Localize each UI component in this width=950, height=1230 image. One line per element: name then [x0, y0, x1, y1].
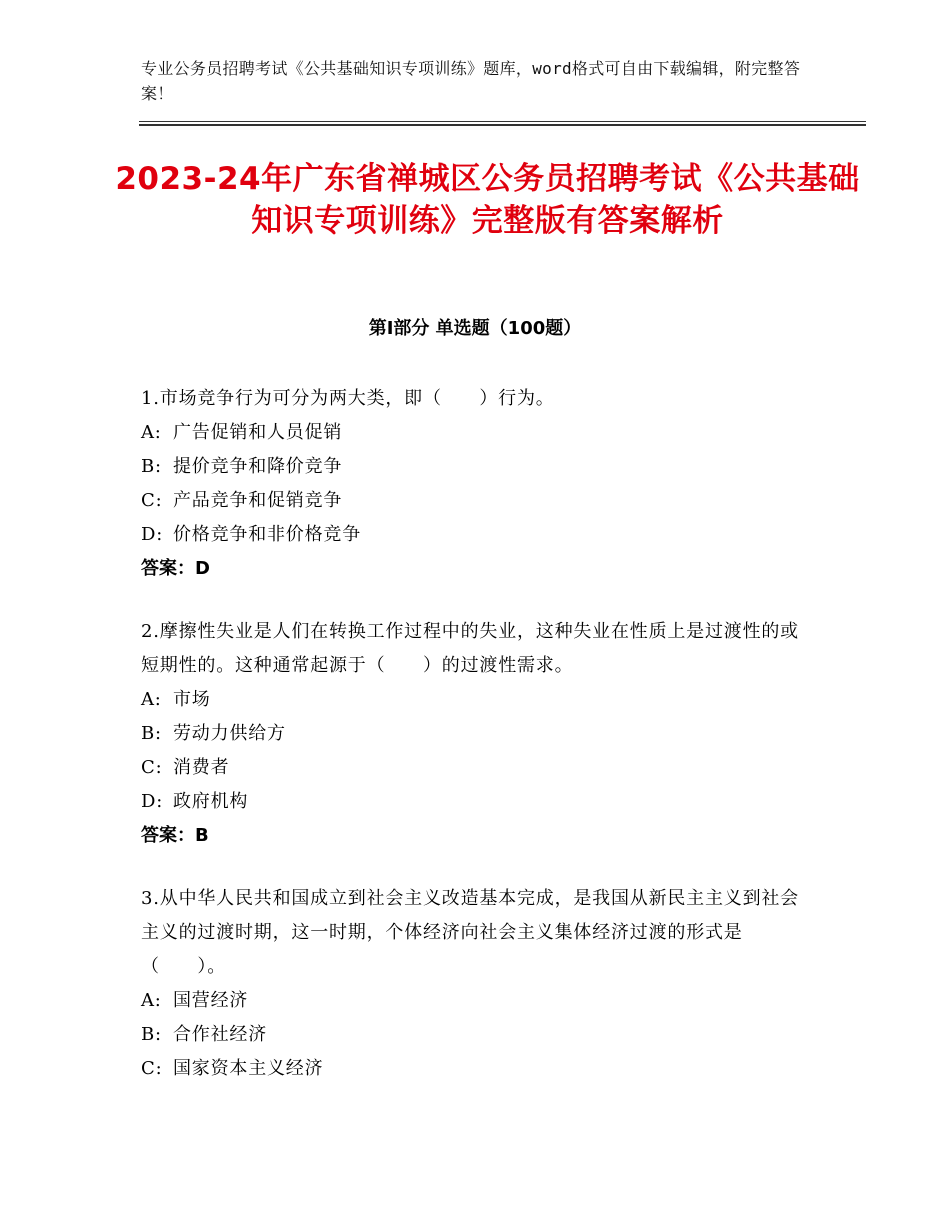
option-text: 提价竞争和降价竞争	[173, 456, 343, 477]
option-a	[141, 984, 801, 1018]
option-c	[141, 484, 801, 518]
option-key: A:	[141, 689, 162, 710]
option-key: A:	[141, 990, 162, 1011]
answer-value: B	[195, 825, 209, 846]
option-text: 产品竞争和促销竞争	[173, 490, 343, 511]
section-heading: 第Ⅰ部分 单选题（100题）	[368, 318, 582, 339]
question-stem: 2.摩擦性失业是人们在转换工作过程中的失业，这种失业在性质上是过渡性的或短期性的。这种通常起源于（ ）的过渡性需求。	[141, 621, 799, 676]
question-1	[141, 382, 801, 586]
question-list	[141, 382, 801, 1115]
option-key: C:	[141, 757, 163, 778]
option-key: D:	[141, 524, 164, 545]
answer-value: D	[195, 558, 210, 579]
option-text: 广告促销和人员促销	[173, 422, 343, 443]
option-b	[141, 1018, 801, 1052]
option-text: 政府机构	[173, 791, 249, 812]
option-c	[141, 1052, 801, 1086]
option-text: 消费者	[173, 757, 230, 778]
question-stem: 1.市场竞争行为可分为两大类，即（ ）行为。	[141, 388, 555, 409]
option-b	[141, 717, 801, 751]
question-stem: 3.从中华人民共和国成立到社会主义改造基本完成，是我国从新民主主义到社会主义的过渡时期，这一时期，个体经济向社会主义集体经济过渡的形式是（ ）。	[141, 888, 799, 977]
option-key: B:	[141, 1024, 162, 1045]
option-c	[141, 751, 801, 785]
option-text: 国家资本主义经济	[173, 1058, 324, 1079]
option-key: B:	[141, 456, 162, 477]
option-d	[141, 785, 801, 819]
answer-label: 答案：	[141, 558, 195, 579]
option-key: D:	[141, 791, 164, 812]
option-b	[141, 450, 801, 484]
option-key: B:	[141, 723, 162, 744]
answer-label: 答案：	[141, 825, 195, 846]
header-divider	[139, 121, 866, 122]
page-title: 2023-24年广东省禅城区公务员招聘考试《公共基础知识专项训练》完整版有答案解析	[115, 161, 860, 239]
answer-line	[141, 819, 801, 853]
header-note: 专业公务员招聘考试《公共基础知识专项训练》题库，word格式可自由下载编辑，附完整答案！	[141, 59, 801, 103]
answer-line	[141, 552, 801, 586]
option-key: A:	[141, 422, 162, 443]
option-text: 价格竞争和非价格竞争	[173, 524, 361, 545]
option-a	[141, 683, 801, 717]
option-d	[141, 518, 801, 552]
option-text: 市场	[173, 689, 211, 710]
option-text: 劳动力供给方	[173, 723, 286, 744]
header-divider-thick	[139, 124, 866, 126]
option-text: 国营经济	[173, 990, 249, 1011]
question-3	[141, 882, 801, 1086]
option-key: C:	[141, 1058, 163, 1079]
option-a	[141, 416, 801, 450]
question-2	[141, 615, 801, 853]
option-key: C:	[141, 490, 163, 511]
option-text: 合作社经济	[173, 1024, 267, 1045]
